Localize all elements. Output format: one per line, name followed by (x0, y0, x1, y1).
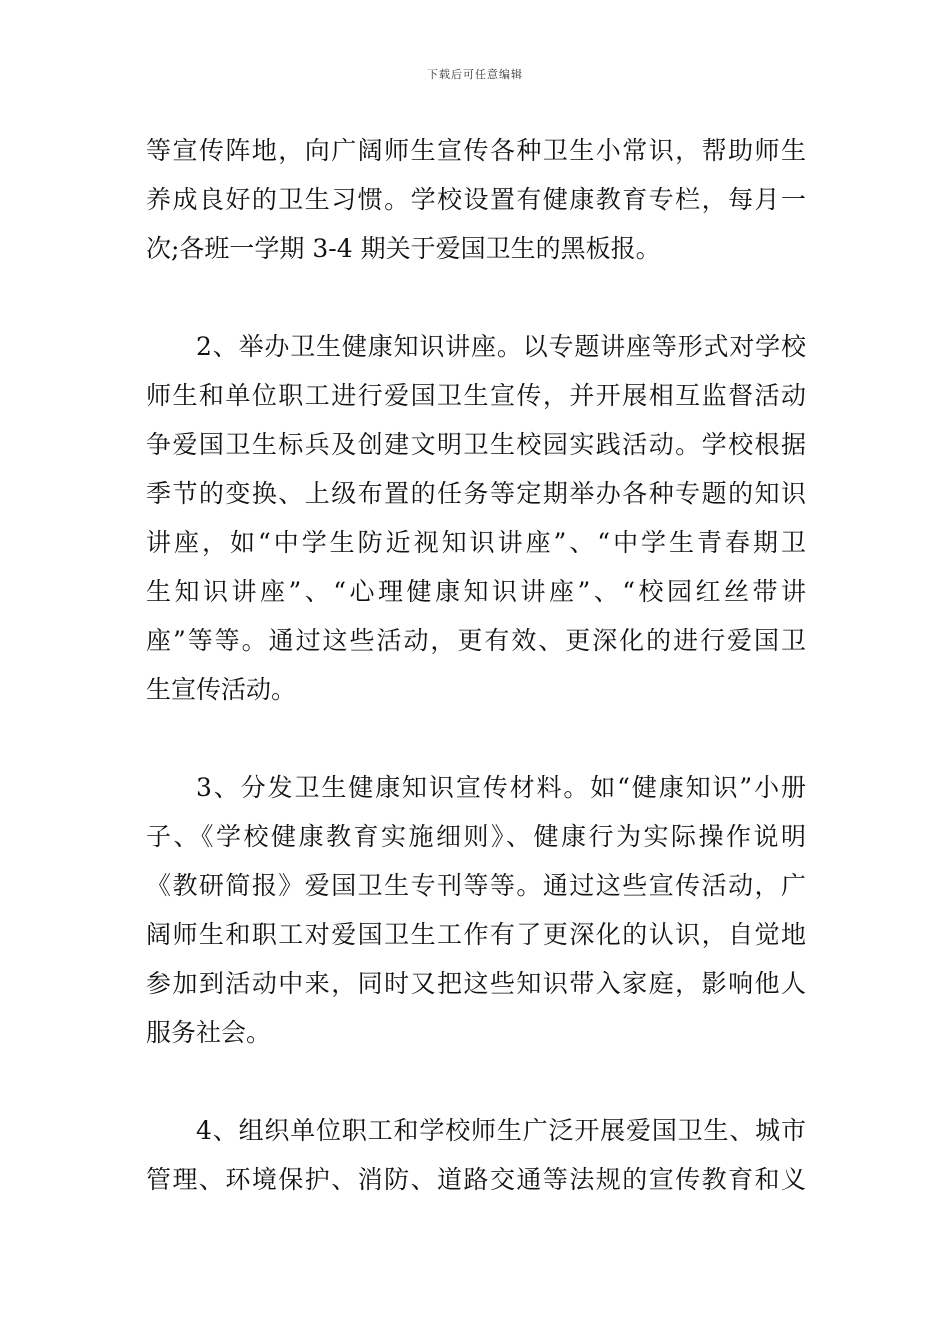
text-line: 3、分发卫生健康知识宣传材料。如“健康知识”小册 (196, 773, 806, 802)
text-line: 参加到活动中来，同时又把这些知识带入家庭，影响他人 (146, 969, 806, 998)
text-line: 次;各班一学期 3-4 期关于爱国卫生的黑板报。 (146, 234, 661, 263)
text-line: 《教研简报》爱国卫生专刊等等。通过这些宣传活动，广 (146, 871, 806, 900)
text-line: 争爱国卫生标兵及创建文明卫生校园实践活动。学校根据 (146, 430, 806, 459)
text-line: 阔师生和职工对爱国卫生工作有了更深化的认识，自觉地 (146, 920, 806, 949)
document-body (146, 126, 806, 1204)
paragraph-spacer (146, 273, 806, 322)
text-line: 服务社会。 (146, 1018, 272, 1047)
text-line: 4、组织单位职工和学校师生广泛开展爱国卫生、城市 (196, 1116, 806, 1145)
paragraph-spacer (146, 1057, 806, 1106)
text-line: 等宣传阵地，向广阔师生宣传各种卫生小常识，帮助师生 (146, 136, 806, 165)
text-line: 子、《学校健康教育实施细则》、健康行为实际操作说明 (146, 822, 806, 851)
text-line: 师生和单位职工进行爱国卫生宣传，并开展相互监督活动 (146, 381, 806, 410)
paragraph-spacer (146, 714, 806, 763)
text-line: 管理、环境保护、消防、道路交通等法规的宣传教育和义 (146, 1165, 806, 1194)
text-line: 座”等等。通过这些活动，更有效、更深化的进行爱国卫 (146, 626, 806, 655)
text-line: 生知识讲座”、“心理健康知识讲座”、“校园红丝带讲 (146, 577, 806, 606)
paragraph-1 (146, 126, 806, 273)
text-line: 生宣传活动。 (146, 675, 297, 704)
text-line: 讲座，如“中学生防近视知识讲座”、“中学生青春期卫 (146, 528, 806, 557)
text-line: 季节的变换、上级布置的任务等定期举办各种专题的知识 (146, 479, 806, 508)
text-line: 养成良好的卫生习惯。学校设置有健康教育专栏，每月一 (146, 185, 806, 214)
paragraph-2 (146, 322, 806, 714)
paragraph-3 (146, 763, 806, 1057)
text-line: 2、举办卫生健康知识讲座。以专题讲座等形式对学校 (196, 332, 806, 361)
paragraph-4 (146, 1106, 806, 1204)
page-header-note: 下载后可任意编辑 (427, 68, 523, 81)
